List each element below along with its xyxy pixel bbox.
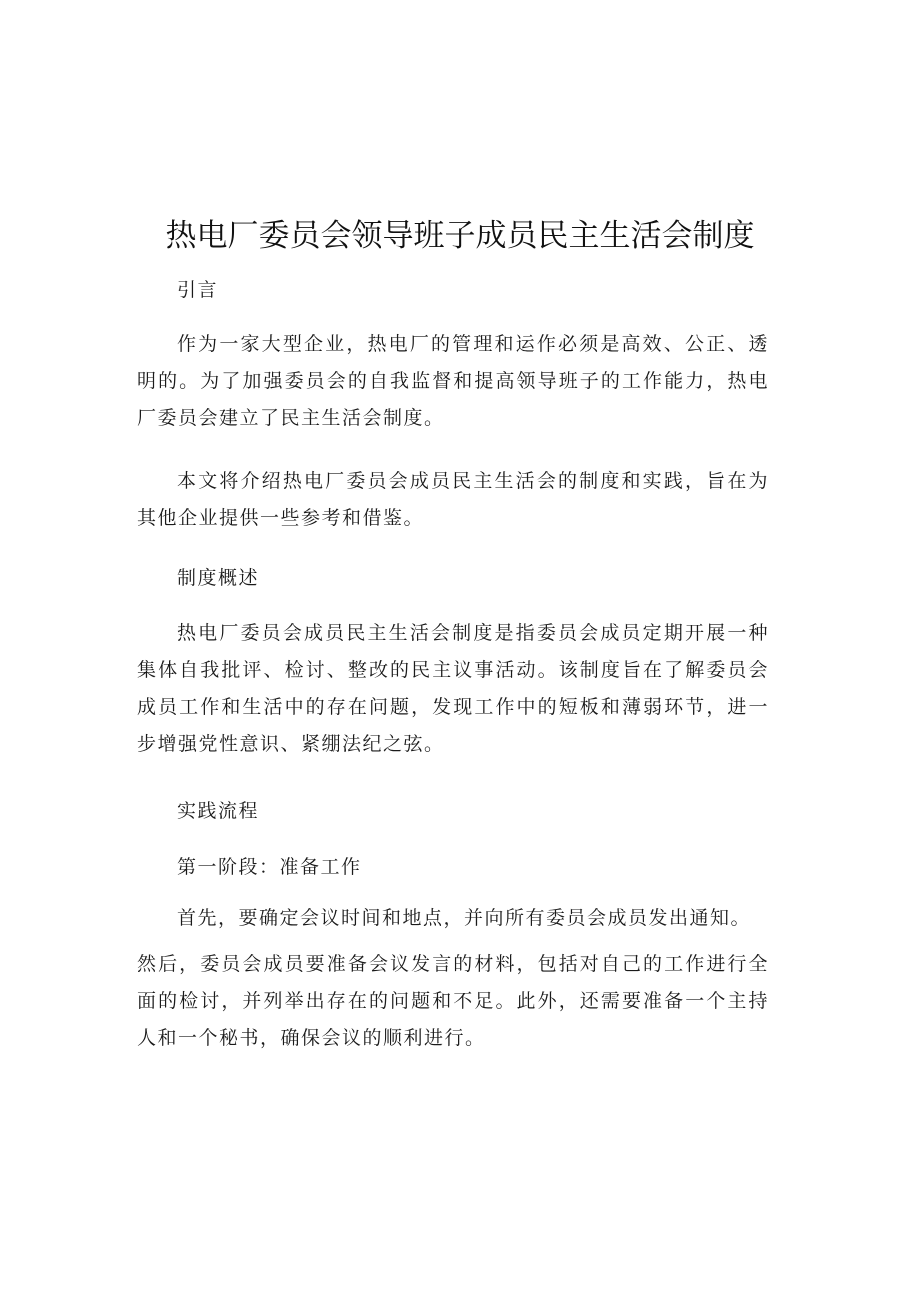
paragraph-stage1-body: 然后，委员会成员要准备会议发言的材料，包括对自己的工作进行全面的检讨，并列举出存在的问题和不足。此外，还需要准备一个主持人和一个秘书，确保会议的顺利进行。 [137, 953, 769, 1049]
section-heading-practice: 实践流程 [177, 800, 260, 822]
section-heading-intro: 引言 [177, 279, 219, 301]
paragraph-stage1-line1: 首先，要确定会议时间和地点，并向所有委员会成员发出通知。 [177, 907, 752, 929]
section-heading-overview: 制度概述 [177, 567, 260, 589]
document-title: 热电厂委员会领导班子成员民主生活会制度 [165, 218, 755, 254]
paragraph-intro-2: 本文将介绍热电厂委员会成员民主生活会的制度和实践，旨在为其他企业提供一些参考和借鉴。 [137, 470, 769, 529]
stage-heading-1: 第一阶段：准备工作 [177, 856, 362, 878]
paragraph-overview: 热电厂委员会成员民主生活会制度是指委员会成员定期开展一种集体自我批评、检讨、整改的民主议事活动。该制度旨在了解委员会成员工作和生活中的存在问题，发现工作中的短板和薄弱环节，进一步增强党性意识、紧绷法纪之弦。 [137, 622, 769, 755]
paragraph-intro-1: 作为一家大型企业，热电厂的管理和运作必须是高效、公正、透明的。为了加强委员会的自我监督和提高领导班子的工作能力，热电厂委员会建立了民主生活会制度。 [137, 333, 769, 429]
